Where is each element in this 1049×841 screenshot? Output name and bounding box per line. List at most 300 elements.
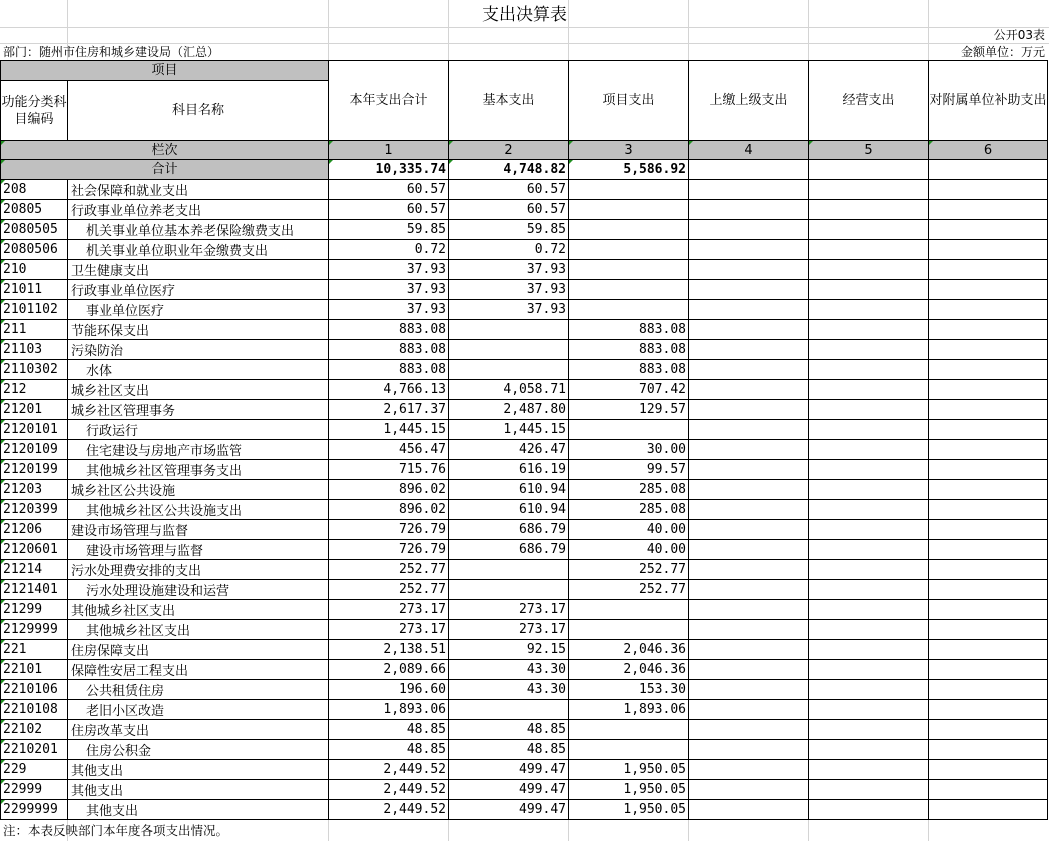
total-label[interactable]: 合计 [1,160,329,180]
table-row [1,600,1048,620]
row-col5[interactable] [809,220,929,240]
column-index-3[interactable]: 3 [569,141,689,160]
row-name[interactable]: 公共租赁住房 [68,680,329,700]
row-col5[interactable] [809,300,929,320]
row-col1[interactable]: 715.76 [329,460,449,480]
row-col5[interactable] [809,740,929,760]
row-col3[interactable] [569,420,689,440]
row-col3[interactable] [569,300,689,320]
row-code[interactable]: 22102 [1,720,68,740]
row-col5[interactable] [809,600,929,620]
row-col6[interactable] [929,200,1048,220]
row-col2[interactable]: 499.47 [449,800,569,820]
row-col5[interactable] [809,260,929,280]
row-col1[interactable]: 2,138.51 [329,640,449,660]
row-col5[interactable] [809,200,929,220]
column-index-6[interactable]: 6 [929,141,1048,160]
row-code[interactable]: 20805 [1,200,68,220]
row-col4[interactable] [689,200,809,220]
row-col5[interactable] [809,340,929,360]
table-row [1,280,1048,300]
row-col4[interactable] [689,640,809,660]
row-name[interactable]: 住宅建设与房地产市场监管 [68,440,329,460]
row-col4[interactable] [689,320,809,340]
row-col1[interactable]: 896.02 [329,500,449,520]
row-col4[interactable] [689,540,809,560]
table-row [1,540,1048,560]
row-name[interactable]: 社会保障和就业支出 [68,180,329,200]
row-col6[interactable] [929,380,1048,400]
row-col1[interactable]: 726.79 [329,540,449,560]
row-col3[interactable]: 30.00 [569,440,689,460]
row-name[interactable]: 行政事业单位养老支出 [68,200,329,220]
row-col2[interactable] [449,360,569,380]
column-index-label[interactable]: 栏次 [1,141,329,160]
row-col4[interactable] [689,260,809,280]
row-col5[interactable] [809,500,929,520]
row-col3[interactable] [569,620,689,640]
row-col3[interactable] [569,600,689,620]
row-col3[interactable]: 883.08 [569,360,689,380]
row-col2[interactable] [449,700,569,720]
row-col6[interactable] [929,320,1048,340]
row-col4[interactable] [689,740,809,760]
header-code[interactable]: 功能分类科目编码 [1,81,68,141]
row-col3[interactable] [569,280,689,300]
row-col2[interactable]: 59.85 [449,220,569,240]
table-row [1,380,1048,400]
row-col2[interactable]: 60.57 [449,200,569,220]
row-col6[interactable] [929,180,1048,200]
row-col5[interactable] [809,540,929,560]
row-col6[interactable] [929,600,1048,620]
row-col4[interactable] [689,440,809,460]
row-name[interactable]: 机关事业单位基本养老保险缴费支出 [68,220,329,240]
row-col4[interactable] [689,600,809,620]
row-col2[interactable] [449,340,569,360]
row-col4[interactable] [689,680,809,700]
row-col4[interactable] [689,400,809,420]
row-col1[interactable]: 60.57 [329,180,449,200]
row-col1[interactable]: 726.79 [329,520,449,540]
total-col6[interactable] [929,160,1048,180]
row-col5[interactable] [809,360,929,380]
row-col3[interactable]: 2,046.36 [569,660,689,680]
header-col6[interactable]: 对附属单位补助支出 [929,61,1048,141]
row-col1[interactable]: 196.60 [329,680,449,700]
row-col2[interactable]: 610.94 [449,480,569,500]
row-col1[interactable]: 883.08 [329,320,449,340]
row-col5[interactable] [809,180,929,200]
row-col2[interactable]: 48.85 [449,740,569,760]
row-col3[interactable]: 153.30 [569,680,689,700]
row-col3[interactable] [569,260,689,280]
row-col2[interactable]: 1,445.15 [449,420,569,440]
row-col1[interactable]: 0.72 [329,240,449,260]
row-col1[interactable]: 37.93 [329,300,449,320]
row-col5[interactable] [809,640,929,660]
row-col3[interactable]: 99.57 [569,460,689,480]
row-name[interactable]: 建设市场管理与监督 [68,520,329,540]
row-col1[interactable]: 273.17 [329,620,449,640]
row-col2[interactable]: 37.93 [449,280,569,300]
row-name[interactable]: 水体 [68,360,329,380]
row-col5[interactable] [809,400,929,420]
row-name[interactable]: 其他城乡社区公共设施支出 [68,500,329,520]
row-code[interactable]: 2120399 [1,500,68,520]
row-code[interactable]: 22101 [1,660,68,680]
row-col4[interactable] [689,300,809,320]
row-code[interactable]: 2120109 [1,440,68,460]
row-col2[interactable]: 499.47 [449,780,569,800]
row-col3[interactable]: 285.08 [569,500,689,520]
row-col4[interactable] [689,720,809,740]
row-col2[interactable]: 37.93 [449,260,569,280]
row-col3[interactable]: 285.08 [569,480,689,500]
row-name[interactable]: 保障性安居工程支出 [68,660,329,680]
row-name[interactable]: 其他支出 [68,780,329,800]
header-col1[interactable]: 本年支出合计 [329,61,449,141]
row-code[interactable]: 21203 [1,480,68,500]
row-name[interactable]: 其他城乡社区管理事务支出 [68,460,329,480]
row-col2[interactable]: 43.30 [449,660,569,680]
row-name[interactable]: 其他城乡社区支出 [68,620,329,640]
row-col5[interactable] [809,580,929,600]
row-col5[interactable] [809,700,929,720]
column-index-1[interactable]: 1 [329,141,449,160]
row-col2[interactable]: 426.47 [449,440,569,460]
unit-label: 金额单位：万元 [960,45,1045,59]
row-col4[interactable] [689,620,809,640]
row-col5[interactable] [809,760,929,780]
row-col4[interactable] [689,760,809,780]
row-col5[interactable] [809,620,929,640]
row-col1[interactable]: 60.57 [329,200,449,220]
row-col1[interactable]: 48.85 [329,720,449,740]
row-code[interactable]: 211 [1,320,68,340]
header-item[interactable]: 项目 [1,61,329,81]
row-col5[interactable] [809,420,929,440]
row-code[interactable]: 208 [1,180,68,200]
row-col3[interactable] [569,720,689,740]
column-index-4[interactable]: 4 [689,141,809,160]
row-col4[interactable] [689,460,809,480]
row-code[interactable]: 221 [1,640,68,660]
row-col2[interactable]: 0.72 [449,240,569,260]
row-col3[interactable]: 1,950.05 [569,780,689,800]
row-col6[interactable] [929,420,1048,440]
row-col6[interactable] [929,800,1048,820]
row-col3[interactable]: 129.57 [569,400,689,420]
row-col2[interactable]: 610.94 [449,500,569,520]
row-name[interactable]: 其他支出 [68,800,329,820]
row-code[interactable]: 2210108 [1,700,68,720]
row-col6[interactable] [929,400,1048,420]
row-col1[interactable]: 2,449.52 [329,760,449,780]
row-code[interactable]: 2101102 [1,300,68,320]
row-code[interactable]: 2210201 [1,740,68,760]
table-row [1,420,1048,440]
row-col6[interactable] [929,740,1048,760]
row-col6[interactable] [929,520,1048,540]
row-col1[interactable]: 37.93 [329,260,449,280]
row-col6[interactable] [929,220,1048,240]
table-row [1,220,1048,240]
row-col3[interactable] [569,220,689,240]
row-col5[interactable] [809,800,929,820]
expenditure-table [0,60,1048,820]
row-code[interactable]: 2120199 [1,460,68,480]
row-col1[interactable]: 1,445.15 [329,420,449,440]
total-col2[interactable]: 4,748.82 [449,160,569,180]
row-col1[interactable]: 896.02 [329,480,449,500]
row-col3[interactable] [569,240,689,260]
row-col6[interactable] [929,720,1048,740]
row-col6[interactable] [929,640,1048,660]
row-name[interactable]: 住房公积金 [68,740,329,760]
row-col2[interactable]: 2,487.80 [449,400,569,420]
row-name[interactable]: 卫生健康支出 [68,260,329,280]
row-col3[interactable]: 252.77 [569,580,689,600]
row-col6[interactable] [929,280,1048,300]
row-col5[interactable] [809,520,929,540]
total-col5[interactable] [809,160,929,180]
row-code[interactable]: 2121401 [1,580,68,600]
row-col4[interactable] [689,380,809,400]
row-name[interactable]: 污染防治 [68,340,329,360]
row-code[interactable]: 2129999 [1,620,68,640]
row-col5[interactable] [809,320,929,340]
table-row [1,680,1048,700]
table-row [1,780,1048,800]
row-col5[interactable] [809,660,929,680]
row-col1[interactable]: 273.17 [329,600,449,620]
row-col6[interactable] [929,460,1048,480]
row-col6[interactable] [929,580,1048,600]
row-code[interactable]: 21214 [1,560,68,580]
row-col4[interactable] [689,580,809,600]
row-name[interactable]: 城乡社区支出 [68,380,329,400]
row-col1[interactable]: 252.77 [329,560,449,580]
row-name[interactable]: 住房保障支出 [68,640,329,660]
table-row [1,200,1048,220]
row-col6[interactable] [929,700,1048,720]
row-code[interactable]: 21299 [1,600,68,620]
row-col6[interactable] [929,780,1048,800]
row-code[interactable]: 21206 [1,520,68,540]
row-col6[interactable] [929,480,1048,500]
header-col2[interactable]: 基本支出 [449,61,569,141]
row-code[interactable]: 21011 [1,280,68,300]
table-row [1,800,1048,820]
row-col2[interactable]: 43.30 [449,680,569,700]
row-col4[interactable] [689,420,809,440]
row-col1[interactable]: 59.85 [329,220,449,240]
row-name[interactable]: 事业单位医疗 [68,300,329,320]
row-col3[interactable] [569,180,689,200]
row-name[interactable]: 行政运行 [68,420,329,440]
row-col6[interactable] [929,500,1048,520]
row-col3[interactable] [569,200,689,220]
row-col2[interactable]: 616.19 [449,460,569,480]
row-col4[interactable] [689,240,809,260]
row-col6[interactable] [929,260,1048,280]
row-col6[interactable] [929,760,1048,780]
row-col5[interactable] [809,680,929,700]
row-col4[interactable] [689,700,809,720]
row-name[interactable]: 老旧小区改造 [68,700,329,720]
total-col3[interactable]: 5,586.92 [569,160,689,180]
row-col5[interactable] [809,280,929,300]
row-code[interactable]: 212 [1,380,68,400]
row-col1[interactable]: 48.85 [329,740,449,760]
row-col3[interactable] [569,740,689,760]
header-col5[interactable]: 经营支出 [809,61,929,141]
total-col1[interactable]: 10,335.74 [329,160,449,180]
row-code[interactable]: 2080505 [1,220,68,240]
row-col1[interactable]: 456.47 [329,440,449,460]
column-index-5[interactable]: 5 [809,141,929,160]
row-name[interactable]: 住房改革支出 [68,720,329,740]
row-name[interactable]: 城乡社区管理事务 [68,400,329,420]
row-col1[interactable]: 4,766.13 [329,380,449,400]
row-col3[interactable]: 40.00 [569,520,689,540]
row-col2[interactable]: 92.15 [449,640,569,660]
row-col4[interactable] [689,340,809,360]
row-code[interactable]: 2080506 [1,240,68,260]
row-name[interactable]: 城乡社区公共设施 [68,480,329,500]
row-col2[interactable]: 37.93 [449,300,569,320]
table-row [1,340,1048,360]
row-col4[interactable] [689,660,809,680]
row-name[interactable]: 污水处理费安排的支出 [68,560,329,580]
row-col1[interactable]: 2,449.52 [329,780,449,800]
header-col4[interactable]: 上缴上级支出 [689,61,809,141]
row-col2[interactable]: 48.85 [449,720,569,740]
row-col1[interactable]: 883.08 [329,360,449,380]
row-name[interactable]: 其他城乡社区支出 [68,600,329,620]
row-col1[interactable]: 1,893.06 [329,700,449,720]
row-col6[interactable] [929,680,1048,700]
row-col4[interactable] [689,180,809,200]
table-row [1,620,1048,640]
row-col2[interactable] [449,560,569,580]
row-col5[interactable] [809,460,929,480]
header-name[interactable]: 科目名称 [68,81,329,141]
row-col6[interactable] [929,300,1048,320]
table-row [1,500,1048,520]
row-name[interactable]: 机关事业单位职业年金缴费支出 [68,240,329,260]
row-col2[interactable]: 686.79 [449,540,569,560]
row-col5[interactable] [809,780,929,800]
row-col4[interactable] [689,500,809,520]
header-col3[interactable]: 项目支出 [569,61,689,141]
row-col2[interactable]: 499.47 [449,760,569,780]
row-code[interactable]: 22999 [1,780,68,800]
row-col1[interactable]: 883.08 [329,340,449,360]
row-code[interactable]: 2210106 [1,680,68,700]
row-col1[interactable]: 2,089.66 [329,660,449,680]
row-col5[interactable] [809,380,929,400]
row-name[interactable]: 其他支出 [68,760,329,780]
row-col4[interactable] [689,780,809,800]
row-col5[interactable] [809,480,929,500]
row-code[interactable]: 210 [1,260,68,280]
table-row [1,660,1048,680]
row-col2[interactable]: 686.79 [449,520,569,540]
row-code[interactable]: 2120601 [1,540,68,560]
table-row [1,640,1048,660]
row-name[interactable]: 污水处理设施建设和运营 [68,580,329,600]
row-col3[interactable]: 1,950.05 [569,800,689,820]
row-col3[interactable]: 252.77 [569,560,689,580]
row-col1[interactable]: 37.93 [329,280,449,300]
row-col6[interactable] [929,360,1048,380]
row-col2[interactable]: 4,058.71 [449,380,569,400]
table-row [1,400,1048,420]
row-code[interactable]: 2120101 [1,420,68,440]
row-col6[interactable] [929,340,1048,360]
row-col6[interactable] [929,660,1048,680]
row-col3[interactable]: 707.42 [569,380,689,400]
row-col6[interactable] [929,620,1048,640]
row-name[interactable]: 行政事业单位医疗 [68,280,329,300]
row-name[interactable]: 节能环保支出 [68,320,329,340]
row-col4[interactable] [689,280,809,300]
column-index-2[interactable]: 2 [449,141,569,160]
table-row [1,460,1048,480]
row-col1[interactable]: 252.77 [329,580,449,600]
row-col2[interactable]: 273.17 [449,600,569,620]
row-col6[interactable] [929,240,1048,260]
row-col4[interactable] [689,560,809,580]
row-col2[interactable] [449,580,569,600]
row-col5[interactable] [809,440,929,460]
row-code[interactable]: 229 [1,760,68,780]
row-col6[interactable] [929,440,1048,460]
row-col2[interactable] [449,320,569,340]
row-col1[interactable]: 2,617.37 [329,400,449,420]
table-row [1,760,1048,780]
row-code[interactable]: 21201 [1,400,68,420]
row-col3[interactable]: 1,950.05 [569,760,689,780]
row-col6[interactable] [929,560,1048,580]
row-col1[interactable]: 2,449.52 [329,800,449,820]
row-code[interactable]: 2110302 [1,360,68,380]
row-col3[interactable]: 883.08 [569,340,689,360]
row-col4[interactable] [689,520,809,540]
row-name[interactable]: 建设市场管理与监督 [68,540,329,560]
row-col5[interactable] [809,240,929,260]
row-col4[interactable] [689,480,809,500]
row-code[interactable]: 2299999 [1,800,68,820]
row-col5[interactable] [809,720,929,740]
row-col4[interactable] [689,220,809,240]
row-col4[interactable] [689,800,809,820]
row-col4[interactable] [689,360,809,380]
row-col3[interactable]: 883.08 [569,320,689,340]
total-col4[interactable] [689,160,809,180]
row-col3[interactable]: 2,046.36 [569,640,689,660]
row-col2[interactable]: 60.57 [449,180,569,200]
row-col3[interactable]: 1,893.06 [569,700,689,720]
row-code[interactable]: 21103 [1,340,68,360]
row-col3[interactable]: 40.00 [569,540,689,560]
row-col2[interactable]: 273.17 [449,620,569,640]
table-row [1,700,1048,720]
row-col6[interactable] [929,540,1048,560]
row-col5[interactable] [809,560,929,580]
